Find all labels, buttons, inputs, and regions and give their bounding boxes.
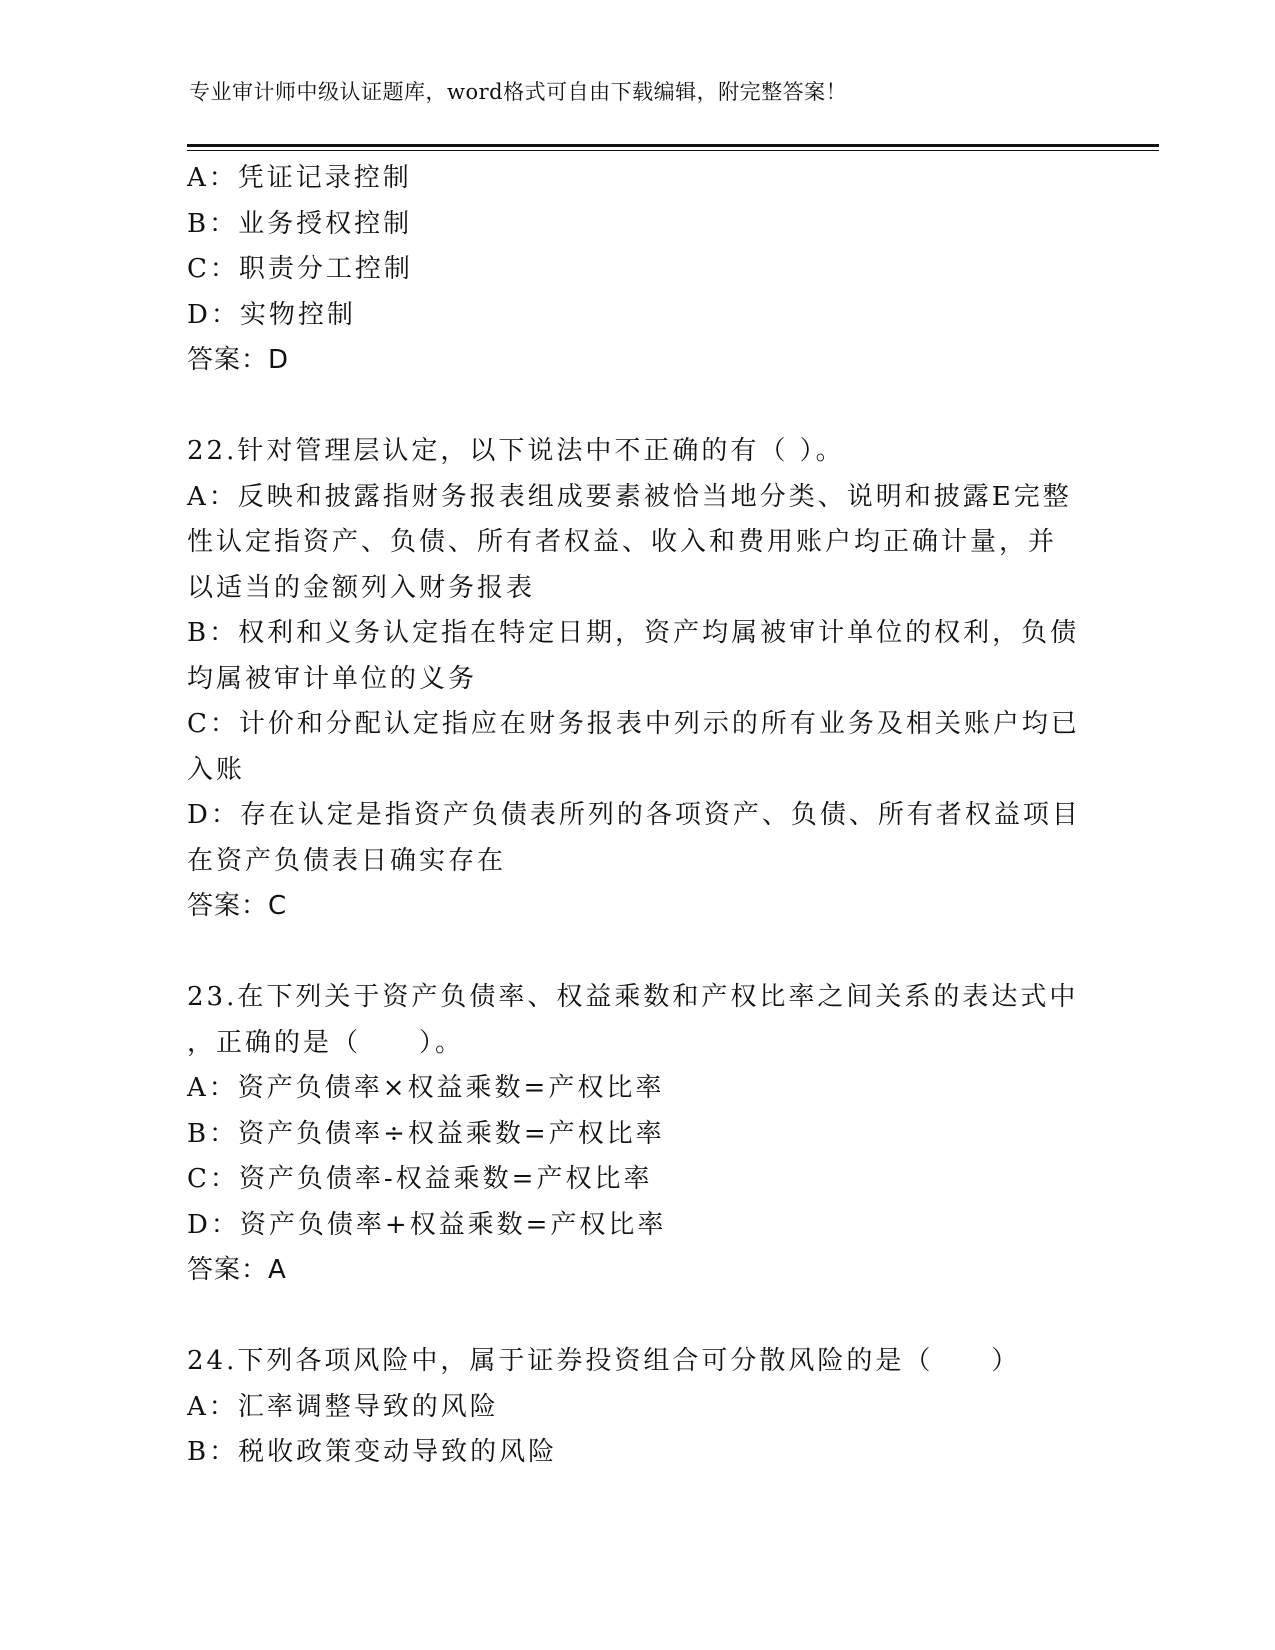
header-rule-thin [187, 150, 1159, 151]
q21-option-d: D：实物控制 [187, 299, 356, 330]
q22-option-c-line-2: 入账 [187, 754, 246, 785]
q22-option-d-line-1: D：存在认定是指资产负债表所列的各项资产、负债、所有者权益项目 [187, 800, 1081, 830]
q22-option-d-line-2: 在资产负债表日确实存在 [187, 845, 507, 876]
header-rule-thick [187, 144, 1159, 147]
q23-stem-line-2: ，正确的是（ ）。 [187, 1027, 465, 1058]
spacer [187, 1294, 1087, 1340]
page-header: 专业审计师中级认证题库，word格式可自由下载编辑，附完整答案！ [189, 80, 848, 104]
q23-stem-line-1: 23.在下列关于资产负债率、权益乘数和产权比率之间关系的表达式中 [187, 982, 1079, 1012]
q22-option-c-line-1: C：计价和分配认定指应在财务报表中列示的所有业务及相关账户均已 [187, 709, 1080, 739]
q23-option-a: A：资产负债率×权益乘数=产权比率 [187, 1073, 665, 1103]
q23-option-d: D：资产负债率+权益乘数=产权比率 [187, 1209, 667, 1240]
q23-option-c: C：资产负债率-权益乘数=产权比率 [187, 1164, 653, 1194]
q21-option-a: A：凭证记录控制 [187, 163, 412, 193]
q23-option-b: B：资产负债率÷权益乘数=产权比率 [187, 1118, 665, 1149]
q22-option-a-line-2: 性认定指资产、负债、所有者权益、收入和费用账户均正确计量，并 [187, 527, 1058, 557]
spacer [187, 384, 1087, 430]
q22-option-a-line-3: 以适当的金额列入财务报表 [187, 572, 536, 603]
q21-answer: 答案：D [187, 345, 290, 375]
q21-option-b: B：业务授权控制 [187, 208, 413, 239]
q24-stem: 24.下列各项风险中，属于证券投资组合可分散风险的是（ ） [187, 1346, 1021, 1376]
question-content [187, 156, 1087, 1476]
q24-option-b: B：税收政策变动导致的风险 [187, 1437, 558, 1467]
q22-answer: 答案：C [187, 891, 288, 921]
q21-option-c: C：职责分工控制 [187, 254, 413, 284]
q22-option-b-line-1: B：权利和义务认定指在特定日期，资产均属被审计单位的权利，负债 [187, 618, 1080, 648]
q22-option-a-line-1: A：反映和披露指财务报表组成要素被恰当地分类、说明和披露E完整 [187, 481, 1072, 512]
q23-answer: 答案：A [187, 1255, 287, 1285]
q24-option-a: A：汇率调整导致的风险 [187, 1391, 499, 1422]
q22-option-b-line-2: 均属被审计单位的义务 [187, 663, 478, 694]
q22-stem: 22.针对管理层认定，以下说法中不正确的有（ ）。 [187, 436, 845, 466]
spacer [187, 930, 1087, 976]
